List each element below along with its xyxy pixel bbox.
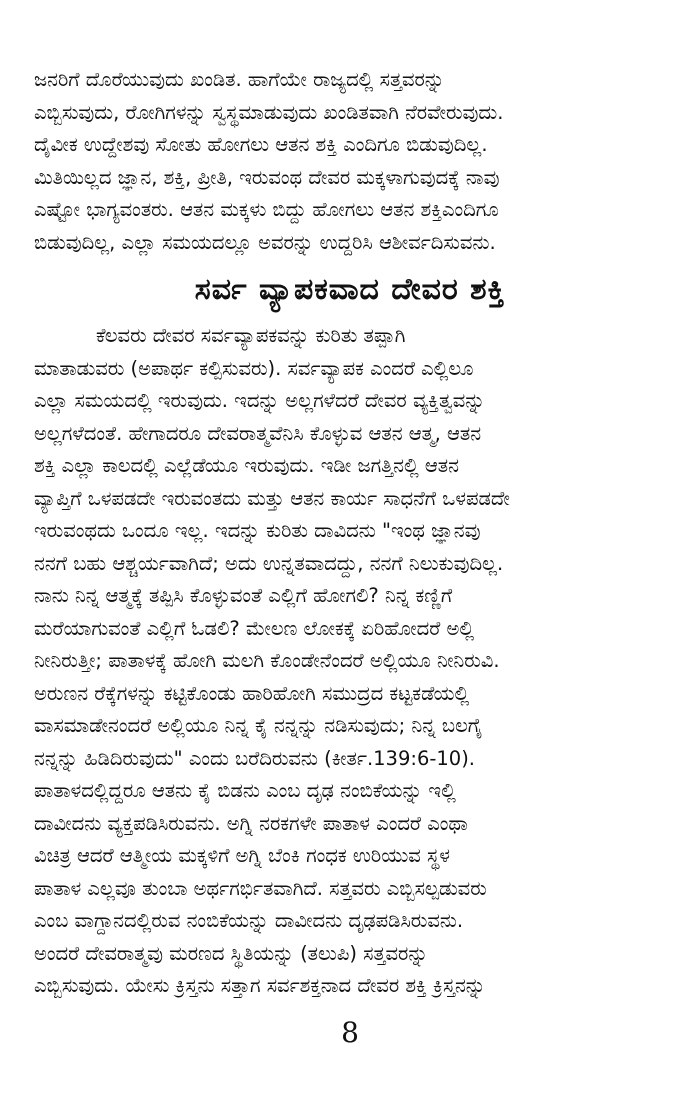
text-line: ಶಕ್ತಿ ಎಲ್ಲಾ ಕಾಲದಲ್ಲಿ ಎಲ್ಲೆಡೆಯೂ ಇರುವುದು. ಇಡೀ ಜಗತ್ತಿನಲ್ಲಿ ಆತನ	[34, 454, 459, 477]
text-line: ದೈವೀಕ ಉದ್ದೇಶವು ಸೋತು ಹೋಗಲು ಆತನ ಶಕ್ತಿ ಎಂದಿಗೂ ಬಿಡುವುದಿಲ್ಲ.	[34, 133, 488, 156]
text-line: ಬಿಡುವುದಿಲ್ಲ, ಎಲ್ಲಾ ಸಮಯದಲ್ಲೂ ಅವರನ್ನು ಉದ್ದರಿಸಿ ಆಶೀರ್ವದಿಸುವನು.	[34, 230, 496, 254]
text-line: ಅರುಣನ ರೆಕ್ಕೆಗಳನ್ನು ಕಟ್ಟಿಕೊಂಡು ಹಾರಿಹೋಗಿ ಸಮುದ್ರದ ಕಟ್ಟಕಡೆಯಲ್ಲಿ	[34, 681, 470, 705]
text-line: ಪಾತಾಳದಲ್ಲಿದ್ದರೂ ಆತನು ಕೈ ಬಿಡನು ಎಂಬ ದೃಢ ನಂಬಿಕೆಯನ್ನು ಇಲ್ಲಿ	[34, 779, 456, 802]
text-line: ವಾಸಮಾಡೇನಂದರೆ ಅಲ್ಲಿಯೂ ನಿನ್ನ ಕೈ ನನ್ನನ್ನು ನಡಿಸುವುದು; ನಿನ್ನ ಬಲಗೈ	[34, 714, 483, 737]
text-line: ನನಗೆ ಬಹು ಆಶ್ಚರ್ಯವಾಗಿದೆ; ಅದು ಉನ್ನತವಾದದ್ದು, ನನಗೆ ನಿಲುಕುವುದಿಲ್ಲ.	[34, 551, 504, 575]
paragraph-2	[34, 320, 674, 1003]
text-line: ಮಿತಿಯಿಲ್ಲದ ಜ್ಞಾನ, ಶಕ್ತಿ, ಪ್ರೀತಿ, ಇರುವಂಥ ದೇವರ ಮಕ್ಕಳಾಗುವುದಕ್ಕೆ ನಾವು	[34, 165, 500, 189]
text-line: ನನ್ನನ್ನು ಹಿಡಿದಿರುವುದು" ಎಂದು ಬರೆದಿರುವನು (ಕೀರ್ತ.139:6-10).	[34, 746, 476, 770]
text-line: ದಾವೀದನು ವ್ಯಕ್ತಪಡಿಸಿರುವನು. ಅಗ್ನಿ ನರಕಗಳೇ ಪಾತಾಳ ಎಂದರೆ ಎಂಥಾ	[34, 811, 468, 835]
text-line: ಎಬ್ಬಿಸುವುದು. ಯೇಸು ಕ್ರಿಸ್ತನು ಸತ್ತಾಗ ಸರ್ವಶಕ್ತನಾದ ದೇವರ ಶಕ್ತಿ ಕ್ರಿಸ್ತನನ್ನು	[34, 974, 486, 997]
text-line: ಮರೆಯಾಗುವಂತೆ ಎಲ್ಲಿಗೆ ಓಡಲಿ? ಮೇಲಣ ಲೋಕಕ್ಕೆ ಏರಿಹೋದರೆ ಅಲ್ಲಿ	[34, 616, 475, 640]
text-line: ಮಾತಾಡುವರು (ಅಪಾರ್ಥ ಕಲ್ಪಿಸುವರು). ಸರ್ವವ್ಯಾಪಕ ಎಂದರೆ ಎಲ್ಲಿಲೂ	[34, 356, 474, 380]
text-line: ಅಲ್ಲಗಳೆದಂತೆ. ಹೇಗಾದರೂ ದೇವರಾತ್ಮವೆನಿಸಿ ಕೊಳ್ಳುವ ಆತನ ಆತ್ಮ, ಆತನ	[34, 421, 482, 445]
text-line: ಜನರಿಗೆ ದೊರೆಯುವುದು ಖಂಡಿತ. ಹಾಗೆಯೇ ರಾಜ್ಯದಲ್ಲಿ ಸತ್ತವರನ್ನು	[34, 68, 445, 91]
text-line: ಎಲ್ಲಾ ಸಮಯದಲ್ಲಿ ಇರುವುದು. ಇದನ್ನು ಅಲ್ಲಗಳೆದರೆ ದೇವರ ವ್ಯಕ್ತಿತ್ವವನ್ನು	[34, 389, 485, 412]
text-line: ಇರುವಂಥದು ಒಂದೂ ಇಲ್ಲ. ಇದನ್ನು ಕುರಿತು ದಾವಿದನು "ಇಂಥ ಜ್ಞಾನವು	[34, 519, 481, 542]
text-line: ಎಂಬ ವಾಗ್ದಾನದಲ್ಲಿರುವ ನಂಬಿಕೆಯನ್ನು ದಾವೀದನು ದೃಢಪಡಿಸಿರುವನು.	[34, 909, 464, 932]
section-heading: ಸರ್ವ ವ್ಯಾಪಕವಾದ ದೇವರ ಶಕ್ತಿ	[194, 272, 506, 307]
text-line: ವ್ಯಾಪ್ತಿಗೆ ಒಳಪಡದೇ ಇರುವಂತದು ಮತ್ತು ಆತನ ಕಾರ್ಯ ಸಾಧನೆಗೆ ಒಳಪಡದೇ	[34, 486, 510, 510]
text-line: ನಾನು ನಿನ್ನ ಆತ್ಮಕ್ಕೆ ತಪ್ಪಿಸಿ ಕೊಳ್ಳುವಂತೆ ಎಲ್ಲಿಗೆ ಹೋಗಲಿ? ನಿನ್ನ ಕಣ್ಣಿಗೆ	[34, 584, 453, 607]
text-line: ಪಾತಾಳ ಎಲ್ಲವೂ ತುಂಬಾ ಅರ್ಥಗರ್ಭಿತವಾಗಿದೆ. ಸತ್ತವರು ಎಬ್ಬಿಸಲ್ಪಡುವರು	[34, 876, 487, 900]
text-line: ಕೆಲವರು ದೇವರ ಸರ್ವವ್ಯಾಪಕವನ್ನು ಕುರಿತು ತಪ್ಪಾಗಿ	[34, 324, 406, 347]
text-line: ಎಬ್ಬಿಸುವುದು, ರೋಗಿಗಳನ್ನು ಸ್ವಸ್ಥಮಾಡುವುದು ಖಂಡಿತವಾಗಿ ನೆರವೇರುವುದು.	[34, 100, 504, 124]
text-line: ವಿಚಿತ್ರ ಆದರೆ ಆತ್ಮೀಯ ಮಕ್ಕಳಿಗೆ ಅಗ್ನಿ ಬೆಂಕಿ ಗಂಧಕ ಉರಿಯುವ ಸ್ಥಳ	[34, 844, 450, 867]
text-line: ಎಷ್ಟೋ ಭಾಗ್ಯವಂತರು. ಆತನ ಮಕ್ಕಳು ಬಿದ್ದು ಹೋಗಲು ಆತನ ಶಕ್ತಿಎಂದಿಗೂ	[34, 198, 499, 221]
text-line: ಅಂದರೆ ದೇವರಾತ್ಮವು ಮರಣದ ಸ್ಥಿತಿಯನ್ನು (ತಲುಪಿ) ಸತ್ತವರನ್ನು	[34, 941, 429, 965]
paragraph-1	[34, 64, 674, 259]
text-line: ನೀನಿರುತ್ತೀ; ಪಾತಾಳಕ್ಕೆ ಹೋಗಿ ಮಲಗಿ ಕೊಂಡೇನೆಂದರೆ ಅಲ್ಲಿಯೂ ನೀನಿರುವಿ.	[34, 649, 500, 672]
page-number: 8	[341, 1016, 359, 1049]
